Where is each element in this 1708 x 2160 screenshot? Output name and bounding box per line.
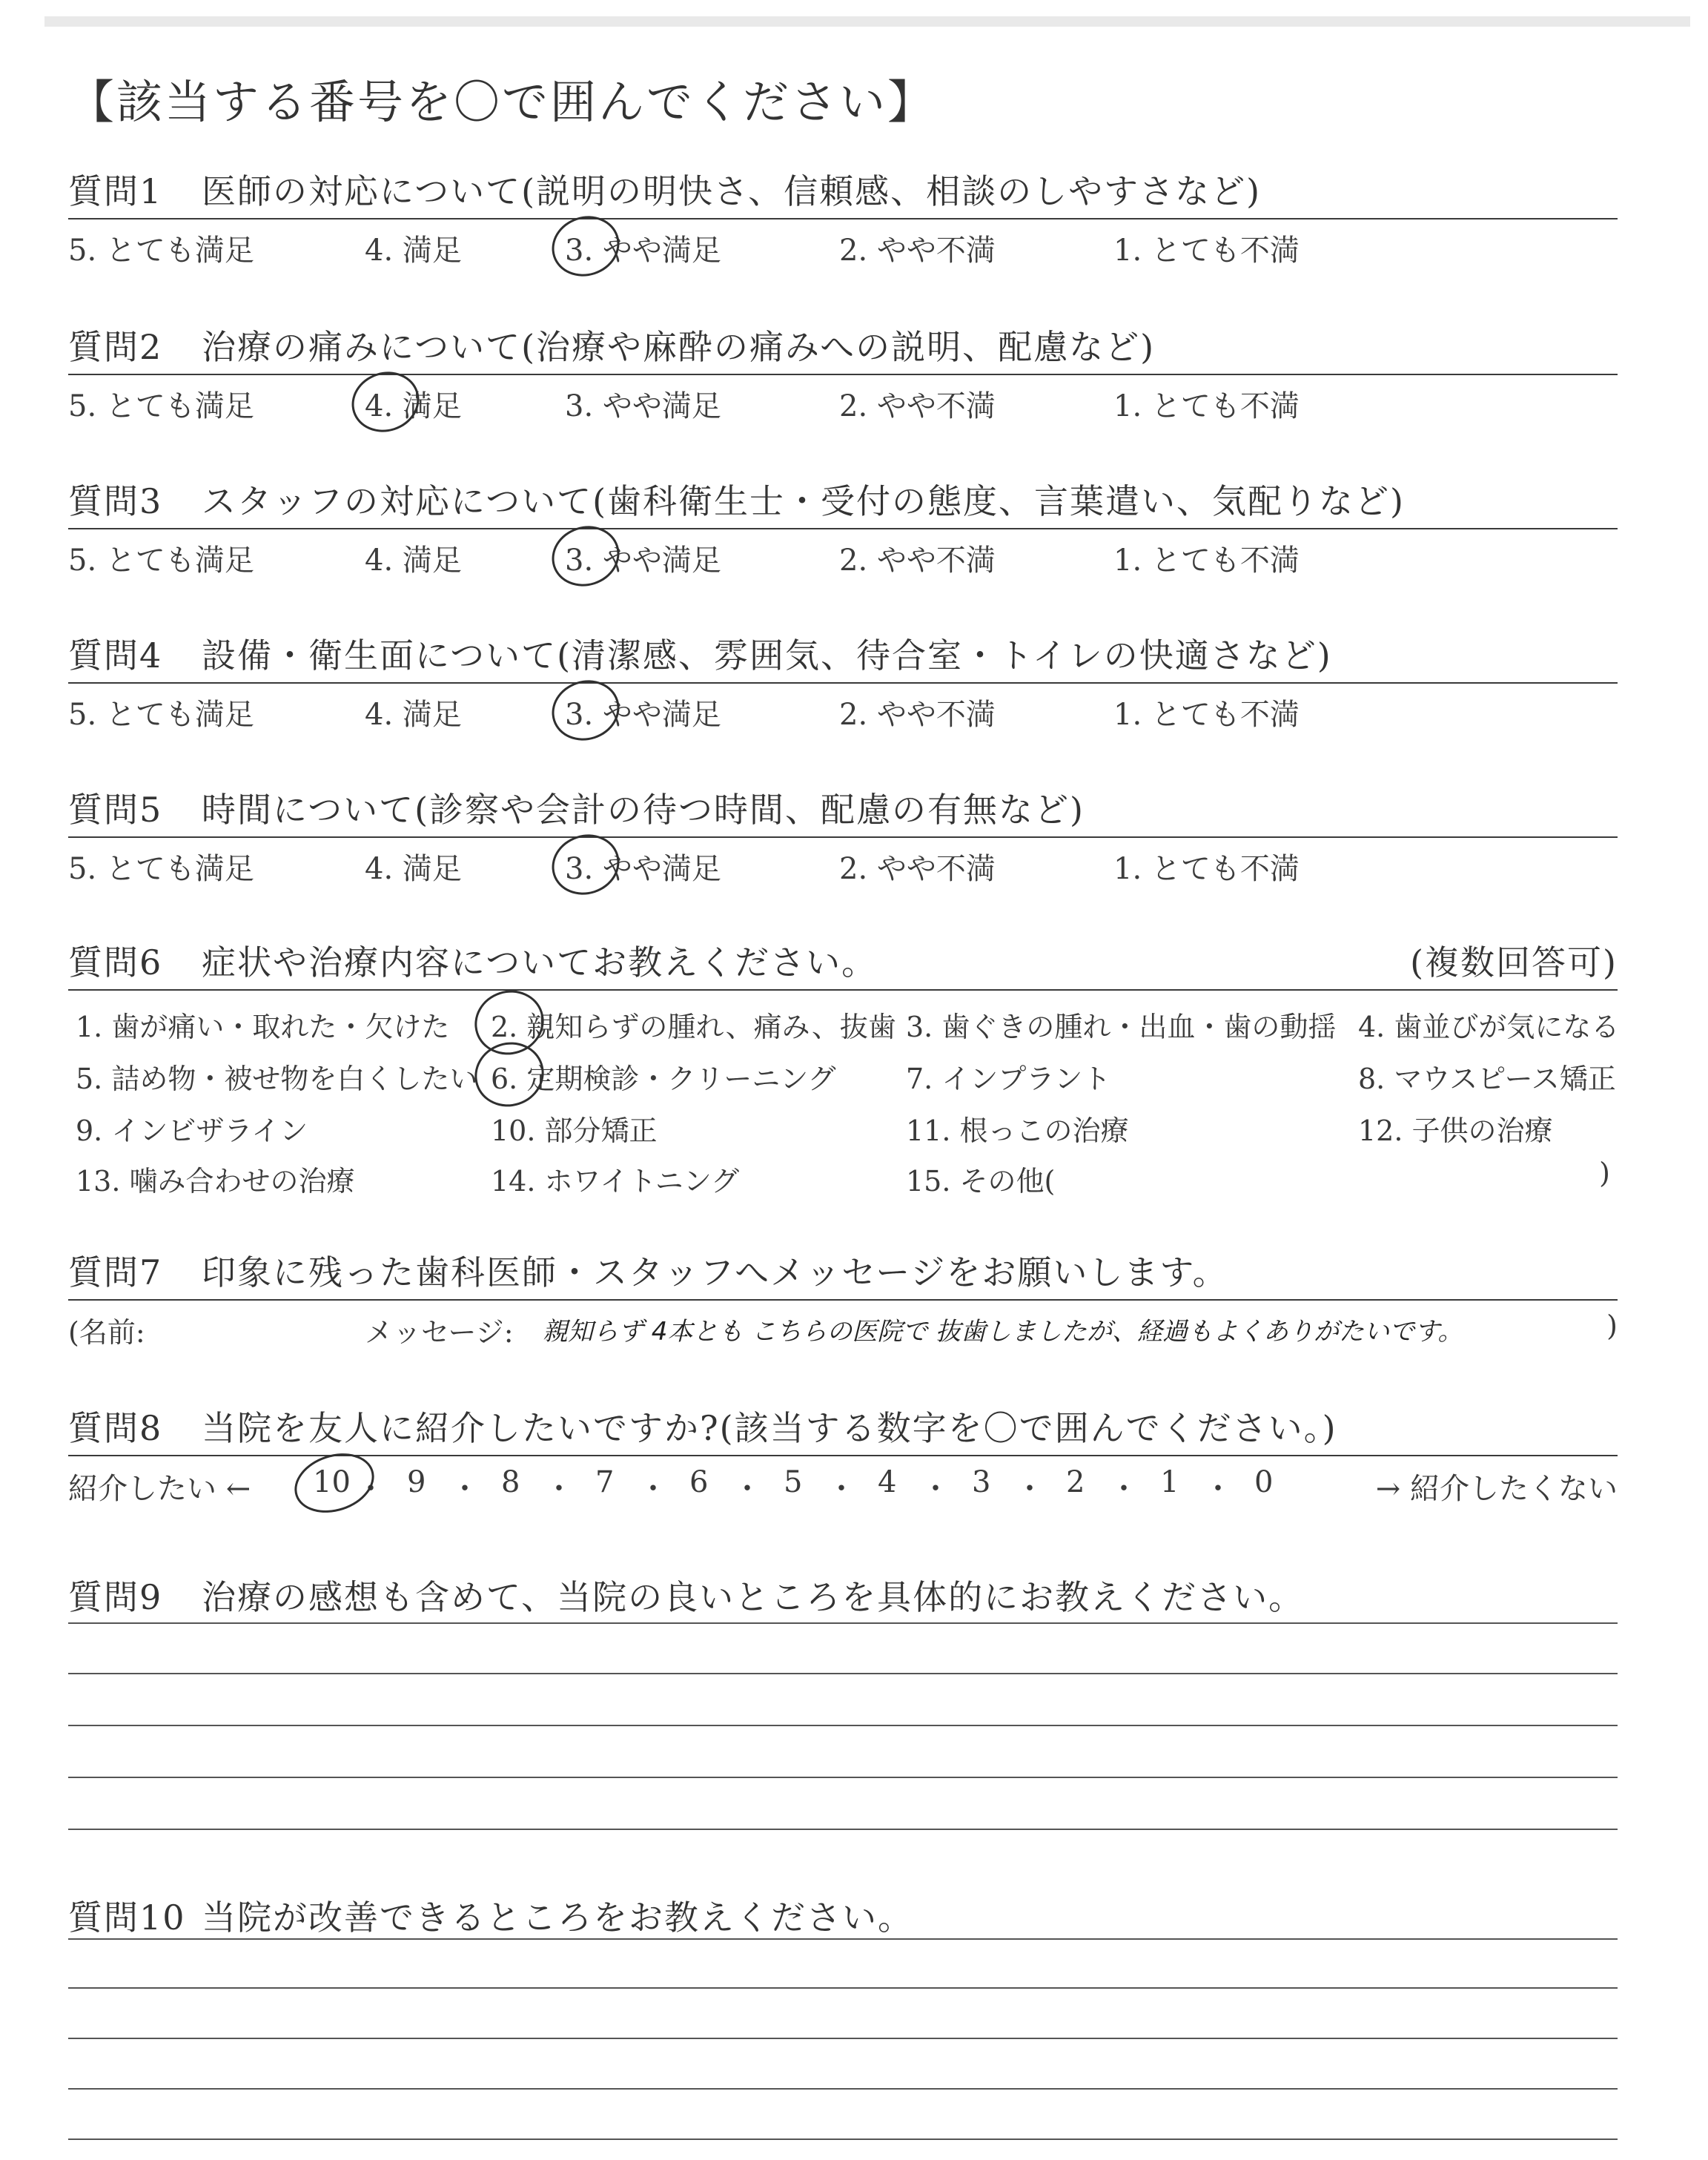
selection-circle bbox=[544, 208, 627, 285]
selection-circle bbox=[544, 672, 627, 750]
handwritten-message: 親知らず 4本とも こちらの医院で 抜歯しましたが、経過もよくありがたいです。 bbox=[543, 1317, 1463, 1347]
symptom-option[interactable]: 1. 歯が痛い・取れた・欠けた bbox=[76, 1011, 450, 1043]
question-number: 質問2 bbox=[68, 327, 163, 367]
question-number: 質問10 bbox=[68, 1898, 186, 1938]
message-label: メッセージ: bbox=[365, 1316, 514, 1349]
message-close-paren: ) bbox=[1606, 1309, 1618, 1342]
question-7 bbox=[68, 1246, 1618, 1349]
symptom-option[interactable]: 7. インプラント bbox=[906, 1063, 1111, 1095]
rating-option[interactable]: 2. やや不満 bbox=[839, 544, 996, 578]
scale-separator: ・ bbox=[827, 1472, 856, 1506]
other-close-paren: ) bbox=[1599, 1157, 1610, 1189]
answer-line[interactable] bbox=[68, 1673, 1618, 1674]
symptom-option[interactable]: 11. 根っこの治療 bbox=[906, 1114, 1129, 1147]
question-title: 印象に残った歯科医師・スタッフへメッセージをお願いします。 bbox=[202, 1252, 1228, 1292]
scale-separator: ・ bbox=[356, 1472, 385, 1506]
question-5 bbox=[68, 783, 1618, 884]
page-title: 【該当する番号を〇で囲んでください】 bbox=[68, 75, 936, 129]
symptom-option[interactable]: 10. 部分矯正 bbox=[491, 1114, 658, 1147]
question-number: 質問4 bbox=[68, 635, 163, 676]
answer-line[interactable] bbox=[68, 1777, 1618, 1778]
question-number: 質問6 bbox=[68, 942, 163, 982]
scale-value[interactable]: 6 bbox=[689, 1465, 709, 1499]
scale-value[interactable]: 5 bbox=[784, 1465, 803, 1499]
question-4 bbox=[68, 629, 1618, 730]
answer-line[interactable] bbox=[68, 1622, 1618, 1624]
scale-separator: ・ bbox=[1015, 1472, 1045, 1506]
scale-value[interactable]: 4 bbox=[878, 1465, 897, 1499]
rating-options bbox=[68, 838, 1618, 884]
symptom-option[interactable]: 8. マウスピース矯正 bbox=[1358, 1063, 1616, 1095]
scale-left-label: 紹介したい ← bbox=[68, 1472, 251, 1506]
rating-option[interactable]: 1. とても不満 bbox=[1113, 698, 1300, 732]
rating-option[interactable]: 2. やや不満 bbox=[839, 389, 996, 423]
rating-options bbox=[68, 684, 1618, 730]
selection-circle bbox=[466, 1034, 552, 1116]
rating-options bbox=[68, 219, 1618, 268]
question-3 bbox=[68, 475, 1618, 578]
scale-value[interactable]: 2 bbox=[1066, 1465, 1085, 1499]
question-title: 治療の感想も含めて、当院の良いところを具体的にお教えください。 bbox=[202, 1577, 1305, 1617]
rating-option[interactable]: 3. やや満足 bbox=[565, 698, 721, 732]
rating-option[interactable]: 4. 満足 bbox=[365, 544, 462, 578]
recommendation-scale bbox=[68, 1456, 1618, 1506]
question-number: 質問1 bbox=[68, 171, 163, 211]
name-label: (名前: bbox=[68, 1316, 145, 1349]
question-9 bbox=[68, 1571, 1618, 1619]
question-title: 当院を友人に紹介したいですか?(該当する数字を〇で囲んでください。) bbox=[202, 1408, 1337, 1448]
answer-line[interactable] bbox=[68, 2138, 1618, 2140]
question-number: 質問3 bbox=[68, 481, 163, 521]
selection-circle bbox=[544, 826, 627, 904]
scale-separator: ・ bbox=[638, 1472, 668, 1506]
rating-option[interactable]: 1. とても不満 bbox=[1113, 852, 1300, 886]
scale-value[interactable]: 10 bbox=[313, 1465, 351, 1499]
scale-value[interactable]: 3 bbox=[972, 1465, 991, 1499]
question-6 bbox=[68, 936, 1618, 1213]
rating-option[interactable]: 1. とても不満 bbox=[1113, 234, 1300, 268]
question-title: 医師の対応について(説明の明快さ、信頼感、相談のしやすさなど) bbox=[202, 171, 1262, 211]
rating-options bbox=[68, 375, 1618, 421]
scale-separator: ・ bbox=[732, 1472, 762, 1506]
symptom-option[interactable]: 6. 定期検診・クリーニング bbox=[491, 1063, 836, 1095]
scale-value[interactable]: 9 bbox=[407, 1465, 426, 1499]
rating-option[interactable]: 2. やや不満 bbox=[839, 698, 996, 732]
question-title: 設備・衛生面について(清潔感、雰囲気、待合室・トイレの快適さなど) bbox=[202, 635, 1332, 676]
rating-option[interactable]: 1. とても不満 bbox=[1113, 389, 1300, 423]
symptom-option[interactable]: 15. その他( bbox=[906, 1165, 1056, 1198]
rating-option[interactable]: 4. 満足 bbox=[365, 698, 462, 732]
question-title: 症状や治療内容についてお教えください。 bbox=[202, 942, 878, 982]
symptom-option[interactable]: 9. インビザライン bbox=[76, 1114, 308, 1147]
scale-value[interactable]: 0 bbox=[1254, 1465, 1274, 1499]
rating-option[interactable]: 5. とても満足 bbox=[68, 389, 254, 423]
scale-separator: ・ bbox=[1109, 1472, 1139, 1506]
selection-circle bbox=[544, 518, 627, 595]
question-title: スタッフの対応について(歯科衛生士・受付の態度、言葉遣い、気配りなど) bbox=[202, 481, 1405, 521]
question-10 bbox=[68, 1891, 1618, 1940]
rating-option[interactable]: 1. とても不満 bbox=[1113, 544, 1300, 578]
answer-line[interactable] bbox=[68, 2088, 1618, 2090]
scale-value[interactable]: 8 bbox=[501, 1465, 520, 1499]
scale-separator: ・ bbox=[921, 1472, 950, 1506]
symptom-option[interactable]: 4. 歯並びが気になる bbox=[1358, 1011, 1620, 1043]
question-2 bbox=[68, 320, 1618, 421]
rating-option[interactable]: 4. 満足 bbox=[365, 234, 462, 268]
question-8 bbox=[68, 1401, 1618, 1506]
rating-option[interactable]: 5. とても満足 bbox=[68, 544, 254, 578]
scale-value[interactable]: 7 bbox=[595, 1465, 615, 1499]
rating-option[interactable]: 3. やや満足 bbox=[565, 234, 721, 268]
rating-option[interactable]: 4. 満足 bbox=[365, 852, 462, 886]
symptom-option[interactable]: 2. 親知らずの腫れ、痛み、抜歯 bbox=[491, 1011, 896, 1043]
message-line bbox=[68, 1301, 1618, 1349]
symptom-option[interactable]: 12. 子供の治療 bbox=[1358, 1114, 1553, 1147]
answer-line[interactable] bbox=[68, 2038, 1618, 2039]
scale-value[interactable]: 1 bbox=[1160, 1465, 1179, 1499]
rating-option[interactable]: 4. 満足 bbox=[365, 389, 462, 423]
question-title: 治療の痛みについて(治療や麻酔の痛みへの説明、配慮など) bbox=[202, 327, 1156, 367]
symptom-option[interactable]: 3. 歯ぐきの腫れ・出血・歯の動揺 bbox=[906, 1011, 1337, 1043]
question-number: 質問8 bbox=[68, 1408, 163, 1448]
rating-option[interactable]: 3. やや満足 bbox=[565, 389, 721, 423]
question-title: 当院が改善できるところをお教えください。 bbox=[202, 1898, 913, 1938]
selection-circle bbox=[344, 363, 427, 441]
question-number: 質問7 bbox=[68, 1252, 163, 1292]
question-1 bbox=[68, 165, 1618, 268]
question-number: 質問5 bbox=[68, 790, 163, 830]
question-title: 時間について(診察や会計の待つ時間、配慮の有無など) bbox=[202, 790, 1085, 830]
rating-option[interactable]: 5. とても満足 bbox=[68, 852, 254, 886]
answer-line[interactable] bbox=[68, 1725, 1618, 1726]
rating-options bbox=[68, 529, 1618, 578]
multiple-answer-note: (複数回答可) bbox=[1410, 942, 1618, 982]
scale-right-label: → 紹介したくない bbox=[1375, 1472, 1618, 1506]
symptom-option[interactable]: 5. 詰め物・被せ物を白くしたい bbox=[76, 1063, 478, 1095]
scale-separator: ・ bbox=[544, 1472, 574, 1506]
scan-edge bbox=[44, 16, 1690, 27]
rating-option[interactable]: 2. やや不満 bbox=[839, 852, 996, 886]
scale-separator: ・ bbox=[1203, 1472, 1233, 1506]
symptom-options bbox=[68, 991, 1618, 1213]
rating-option[interactable]: 5. とても満足 bbox=[68, 698, 254, 732]
rating-option[interactable]: 2. やや不満 bbox=[839, 234, 996, 268]
answer-line[interactable] bbox=[68, 1829, 1618, 1830]
symptom-option[interactable]: 14. ホワイトニング bbox=[491, 1165, 740, 1198]
rating-option[interactable]: 3. やや満足 bbox=[565, 544, 721, 578]
rating-option[interactable]: 5. とても満足 bbox=[68, 234, 254, 268]
rating-option[interactable]: 3. やや満足 bbox=[565, 852, 721, 886]
answer-line[interactable] bbox=[68, 1987, 1618, 1989]
scale-separator: ・ bbox=[450, 1472, 480, 1506]
symptom-option[interactable]: 13. 噛み合わせの治療 bbox=[76, 1165, 355, 1198]
question-number: 質問9 bbox=[68, 1577, 163, 1617]
answer-line[interactable] bbox=[68, 1938, 1618, 1940]
